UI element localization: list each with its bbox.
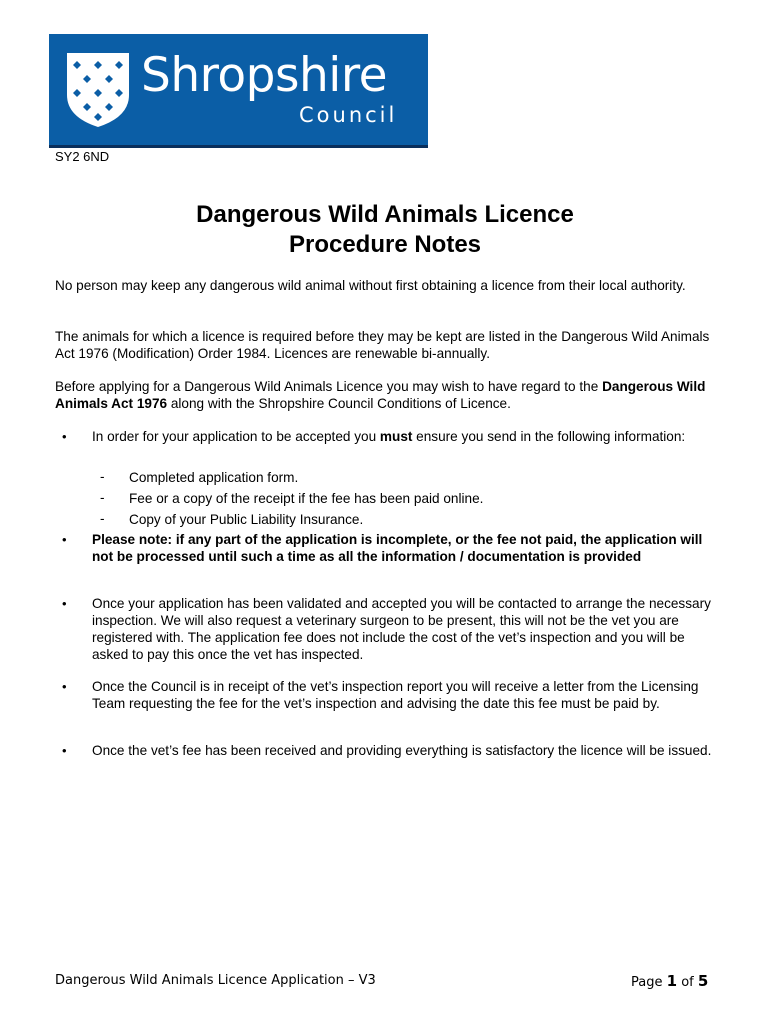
bullet-inspection: Once your application has been validated and accepted you will be contacted to arrange the necessary inspection. We will also request a veterinary surgeon to be present, this will not be the vet you are registered with. The application fee does not include the cost of the vet’s inspection and you will be asked to pay this once the vet has inspected. (92, 596, 711, 662)
bullet-requirements-start: In order for your application to be accepted you (92, 429, 380, 444)
bullet-please-note: Please note: if any part of the application is incomplete, or the fee not paid, the application will not be processed until such a time as all the information / documentation is provided (92, 532, 703, 564)
paragraph-regard-end: along with the Shropshire Council Conditions of Licence. (167, 396, 511, 411)
must-emphasis: must (379, 429, 413, 444)
paragraph-regard-start: Before applying for a Dangerous Wild Animals Licence you may wish to have regard to the (55, 379, 603, 394)
title-line-2: Procedure Notes (288, 231, 482, 258)
act-name: Dangerous Wild Animals Act 1976 (55, 379, 706, 411)
paragraph-regard (55, 378, 720, 412)
requirement-item: Copy of your Public Liability Insurance. (129, 512, 364, 527)
shropshire-council-logo (49, 34, 428, 148)
dash-marker: - (100, 490, 105, 505)
bullet-dot: • (62, 679, 67, 694)
postcode: SY2 6ND (55, 149, 110, 164)
page-current: 1 (666, 972, 678, 990)
footer-page-number (631, 972, 708, 990)
paragraph-intro: No person may keep any dangerous wild animal without first obtaining a licence from their local authority. (55, 278, 686, 293)
page-total: 5 (697, 972, 709, 990)
requirement-item: Completed application form. (129, 470, 299, 485)
bullet-dot: • (62, 743, 67, 758)
bullet-requirements (92, 428, 722, 445)
logo-name: Shropshire (141, 48, 388, 103)
bullet-dot: • (62, 429, 67, 444)
bullet-dot: • (62, 596, 67, 611)
bullet-licence-issued: Once the vet’s fee has been received and providing everything is satisfactory the licence will be issued. (92, 743, 712, 758)
bullet-requirements-end: ensure you send in the following information: (412, 429, 686, 444)
page-of: of (681, 975, 694, 990)
bullet-vet-report: Once the Council is in receipt of the vet’s inspection report you will receive a letter from the Licensing Team requesting the fee for the vet’s inspection and advising the date this fee must be paid by. (92, 679, 699, 711)
title-line-1: Dangerous Wild Animals Licence (196, 201, 574, 228)
requirement-item: Fee or a copy of the receipt if the fee has been paid online. (129, 491, 484, 506)
council-crest-icon (65, 51, 131, 129)
bullet-dot: • (62, 532, 67, 547)
page-label: Page (631, 975, 663, 990)
logo-council: Council (299, 103, 398, 127)
page-title (0, 200, 770, 260)
paragraph-animals: The animals for which a licence is required before they may be kept are listed in the Dangerous Wild Animals Act 1976 (Modification) Order 1984. Licences are renewable bi-annually. (55, 329, 710, 361)
dash-marker: - (100, 469, 105, 484)
footer-document-title: Dangerous Wild Animals Licence Application – V3 (55, 973, 376, 988)
dash-marker: - (100, 511, 105, 526)
